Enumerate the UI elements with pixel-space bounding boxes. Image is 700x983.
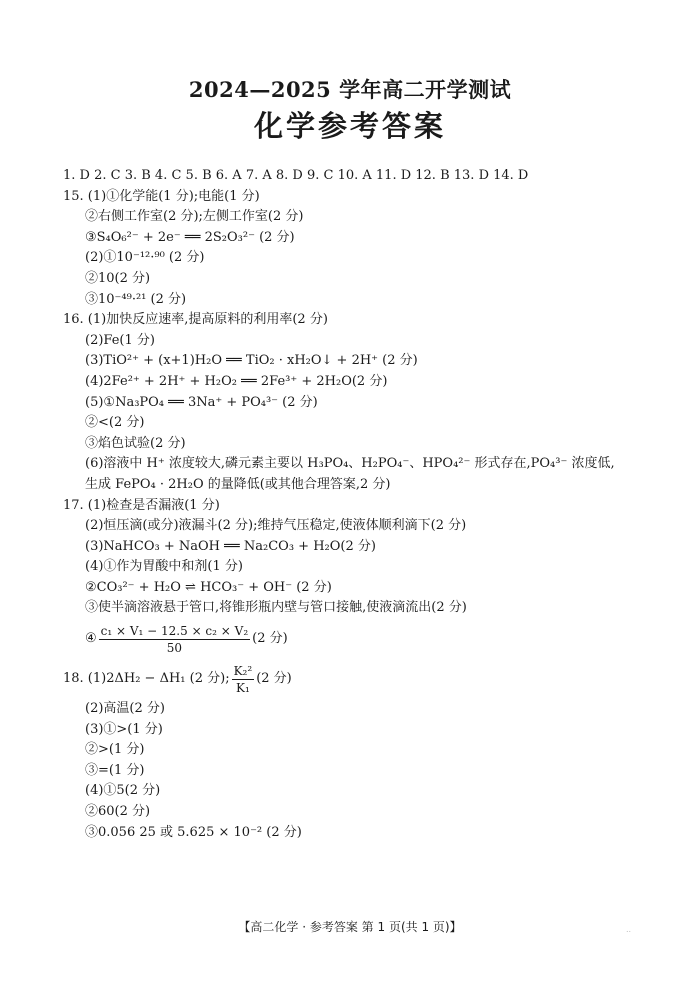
answer-line-18-1: [63, 659, 663, 699]
q18-1-numerator: K₂²: [233, 663, 253, 678]
answer-line: 17. (1)检查是否漏液(1 分): [63, 497, 220, 513]
answer-line: (2)恒压滴(或分)液漏斗(2 分);维持气压稳定,使液体顺利滴下(2 分): [85, 518, 467, 534]
exam-title: 2024—2025 学年高二开学测试: [188, 77, 512, 102]
answer-line: (2)高温(2 分): [85, 701, 165, 717]
answer-line: (2)Fe(1 分): [85, 332, 155, 348]
answer-line: (3)①>(1 分): [85, 721, 163, 737]
answer-line: ②CO₃²⁻ + H₂O ⇌ HCO₃⁻ + OH⁻ (2 分): [85, 579, 332, 595]
answer-line: (2)①10⁻¹²·⁹⁰ (2 分): [85, 250, 205, 266]
answer-line: ③=(1 分): [85, 762, 145, 778]
answer-line: 16. (1)加快反应速率,提高原料的利用率(2 分): [63, 312, 328, 328]
answer-line: (4)①5(2 分): [85, 783, 161, 799]
answer-line-17-4: [63, 619, 663, 659]
corner-mark: ..: [626, 925, 632, 934]
answer-line: (4)①作为胃酸中和剂(1 分): [85, 559, 243, 575]
page-footer: 【高二化学 · 参考答案 第 1 页(共 1 页)】: [238, 920, 462, 934]
answer-body: [63, 166, 663, 843]
answer-line: ③10⁻⁴⁹·²¹ (2 分): [85, 291, 187, 307]
answer-line: (4)2Fe²⁺ + 2H⁺ + H₂O₂ ══ 2Fe³⁺ + 2H₂O(2 分): [85, 373, 388, 389]
q17-4-score: (2 分): [252, 630, 288, 646]
q18-1-denominator: K₁: [236, 680, 250, 695]
answer-line: ②右侧工作室(2 分);左侧工作室(2 分): [85, 209, 304, 225]
q18-1-prefix: 18. (1)2ΔH₂ − ΔH₁ (2 分);: [63, 670, 230, 686]
answer-line: ③使半滴溶液悬于管口,将锥形瓶内壁与管口接触,使液滴流出(2 分): [85, 600, 467, 616]
answer-line: ③0.056 25 或 5.625 × 10⁻² (2 分): [85, 824, 302, 840]
q18-1-fraction: [232, 663, 255, 696]
q17-4-fraction: [99, 623, 250, 656]
answer-lines-part1: [63, 166, 663, 619]
q17-4-denominator: 50: [166, 640, 183, 655]
answer-line: ②<(2 分): [85, 415, 145, 431]
answer-line: ③焰色试验(2 分): [85, 435, 186, 451]
answer-line: (5)①Na₃PO₄ ══ 3Na⁺ + PO₄³⁻ (2 分): [85, 394, 318, 410]
answer-line: ②60(2 分): [85, 804, 151, 820]
answer-line: 生成 FePO₄ · 2H₂O 的量降低(或其他合理答案,2 分): [85, 476, 391, 492]
answer-line: ②>(1 分): [85, 742, 145, 758]
answer-line: (6)溶液中 H⁺ 浓度较大,磷元素主要以 H₃PO₄、H₂PO₄⁻、HPO₄²⁻ 形式存在,PO₄³⁻ 浓度低,: [85, 456, 615, 472]
answer-line: ②10(2 分): [85, 270, 151, 286]
q17-4-label: ④: [85, 630, 97, 646]
document-subtitle: 化学参考答案: [253, 109, 446, 143]
answer-line: 15. (1)①化学能(1 分);电能(1 分): [63, 188, 260, 204]
answer-lines-part2: [63, 699, 663, 843]
answer-line: 1. D 2. C 3. B 4. C 5. B 6. A 7. A 8. D 9. C 10. A 11. D 12. B 13. D 14. D: [63, 168, 529, 183]
answer-line: ③S₄O₆²⁻ + 2e⁻ ══ 2S₂O₃²⁻ (2 分): [85, 229, 295, 245]
q17-4-numerator: c₁ × V₁ − 12.5 × c₂ × V₂: [100, 623, 249, 638]
answer-line: (3)NaHCO₃ + NaOH ══ Na₂CO₃ + H₂O(2 分): [85, 538, 376, 554]
answer-line: (3)TiO²⁺ + (x+1)H₂O ══ TiO₂ · xH₂O↓ + 2H⁺ (2 分): [85, 353, 418, 369]
q18-1-score: (2 分): [256, 670, 292, 686]
